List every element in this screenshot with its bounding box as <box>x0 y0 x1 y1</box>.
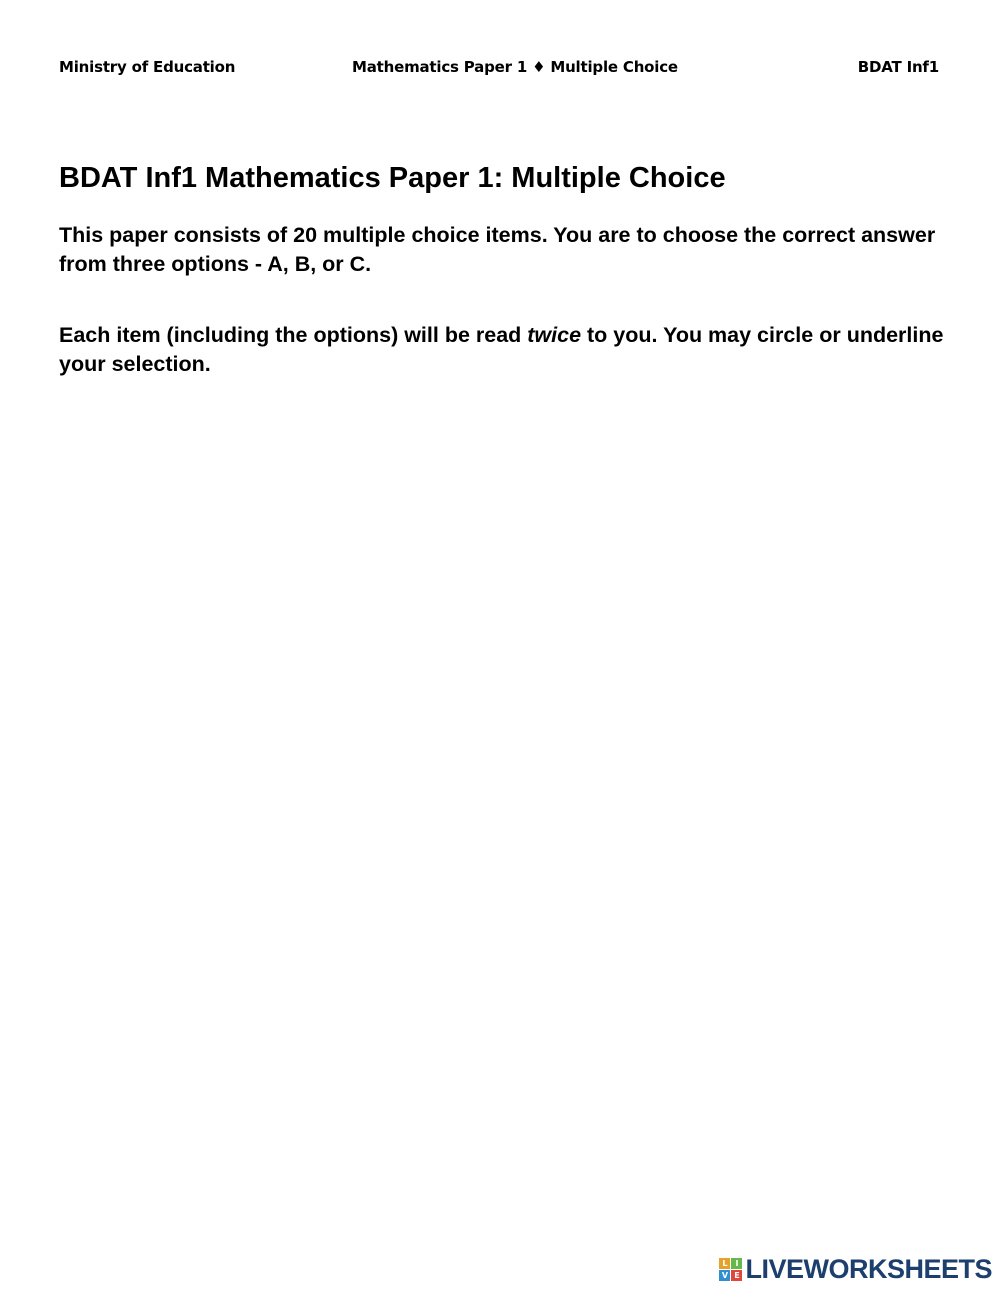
logo-letter: I <box>731 1258 742 1269</box>
liveworksheets-wordmark: LIVEWORKSHEETS <box>745 1254 992 1284</box>
paragraph-2-text-after: to you. You may circle or underline your selection. <box>59 323 944 376</box>
instructions-paragraph-2 <box>59 321 949 379</box>
logo-letter: E <box>731 1270 742 1281</box>
page-header <box>59 58 939 82</box>
header-left-text: Ministry of Education <box>59 58 236 76</box>
instructions-paragraph-1: This paper consists of 20 multiple choice items. You are to choose the correct answer from three options - A, B, or C. <box>59 223 936 276</box>
paragraph-2-emphasis: twice <box>527 323 582 347</box>
liveworksheets-logo-icon <box>719 1258 742 1281</box>
header-right-text: BDAT Inf1 <box>857 58 939 76</box>
page-title: BDAT Inf1 Mathematics Paper 1: Multiple Choice <box>59 162 726 194</box>
liveworksheets-watermark <box>719 1255 992 1283</box>
logo-letter: L <box>719 1258 730 1269</box>
logo-letter: V <box>719 1270 730 1281</box>
paragraph-2-text-before: Each item (including the options) will be read <box>59 323 528 347</box>
header-center-text: Mathematics Paper 1 ♦ Multiple Choice <box>352 58 678 76</box>
